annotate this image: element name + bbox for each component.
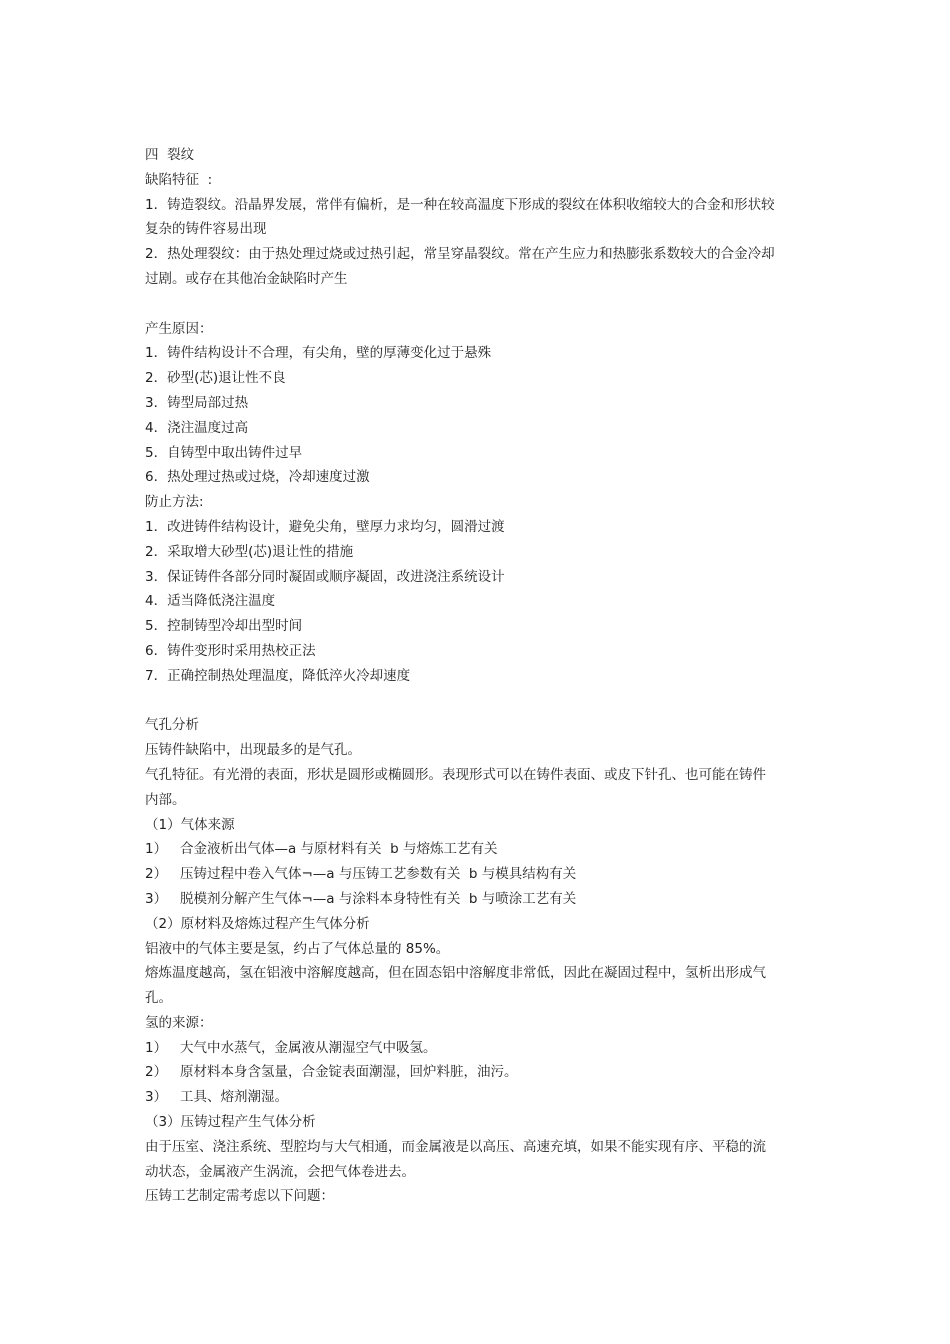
document-body xyxy=(145,143,812,1209)
text-line: 压铸工艺制定需考虑以下问题： xyxy=(145,1188,334,1205)
list-item: 2．砂型(芯)退让性不良 xyxy=(145,370,286,387)
subheading: 防止方法: xyxy=(145,494,204,511)
text-line: 压铸件缺陷中，出现最多的是气孔。 xyxy=(145,742,361,759)
list-item: 1） 合金液析出气体—a 与原材料有关 b 与熔炼工艺有关 xyxy=(145,841,498,858)
blank-line xyxy=(145,292,812,317)
section-heading: 四 裂纹 xyxy=(145,147,195,163)
text-line: 1．铸造裂纹。沿晶界发展，常伴有偏析，是一种在较高温度下形成的裂纹在体积收缩较大的合金和形状较 xyxy=(145,196,775,213)
list-item: 6．铸件变形时采用热校正法 xyxy=(145,642,316,659)
list-item: 3．保证铸件各部分同时凝固或顺序凝固，改进浇注系统设计 xyxy=(145,568,505,585)
list-item: 5．自铸型中取出铸件过早 xyxy=(145,444,303,461)
text-line: 铝液中的气体主要是氢，约占了气体总量的 85%。 xyxy=(145,940,450,957)
text-line: 气孔特征。有光滑的表面，形状是圆形或椭圆形。表现形式可以在铸件表面、或皮下针孔、也可能在铸件 xyxy=(145,766,766,783)
subheading: 氢的来源： xyxy=(145,1014,213,1031)
list-item: 4．浇注温度过高 xyxy=(145,419,249,436)
text-line: 2．热处理裂纹：由于热处理过烧或过热引起，常呈穿晶裂纹。常在产生应力和热膨张系数较大的合金冷却 xyxy=(145,246,775,263)
text-line: 动状态，金属液产生涡流，会把气体卷进去。 xyxy=(145,1163,415,1180)
section-crack xyxy=(145,143,812,292)
list-item: 2） 压铸过程中卷入气体¬—a 与压铸工艺参数有关 b 与模具结构有关 xyxy=(145,866,577,883)
list-item: 1．改进铸件结构设计，避免尖角，壁厚力求均匀，圆滑过渡 xyxy=(145,518,505,535)
section-heading: 气孔分析 xyxy=(145,717,199,734)
subheading: （2）原材料及熔炼过程产生气体分析 xyxy=(145,915,370,932)
subheading: 缺陷特征 : xyxy=(145,171,213,188)
subheading: 产生原因： xyxy=(145,320,213,337)
section-causes-prevention xyxy=(145,317,812,689)
text-line: 复杂的铸件容易出现 xyxy=(145,221,267,238)
text-line: 熔炼温度越高，氢在铝液中溶解度越高，但在固态铝中溶解度非常低，因此在凝固过程中，氢析出形成气 xyxy=(145,965,766,982)
text-line: 过剧。或存在其他冶金缺陷时产生 xyxy=(145,270,348,287)
list-item: 7．正确控制热处理温度，降低淬火冷却速度 xyxy=(145,667,411,684)
list-item: 1．铸件结构设计不合理，有尖角，壁的厚薄变化过于悬殊 xyxy=(145,345,492,362)
text-line: 孔。 xyxy=(145,990,172,1007)
text-line: 内部。 xyxy=(145,791,186,808)
subheading: （3）压铸过程产生气体分析 xyxy=(145,1114,316,1131)
list-item: 2．采取增大砂型(芯)退让性的措施 xyxy=(145,543,354,560)
list-item: 2） 原材料本身含氢量，合金锭表面潮湿，回炉料脏，油污。 xyxy=(145,1064,518,1081)
subheading: （1）气体来源 xyxy=(145,816,235,833)
list-item: 6．热处理过热或过烧，冷却速度过激 xyxy=(145,469,370,486)
list-item: 3．铸型局部过热 xyxy=(145,394,249,411)
list-item: 1） 大气中水蒸气，金属液从潮湿空气中吸氢。 xyxy=(145,1039,437,1056)
blank-line xyxy=(145,689,812,714)
list-item: 3） 脱模剂分解产生气体¬—a 与涂料本身特性有关 b 与喷涂工艺有关 xyxy=(145,890,577,907)
list-item: 5．控制铸型冷却出型时间 xyxy=(145,618,303,635)
list-item: 3） 工具、熔剂潮湿。 xyxy=(145,1089,288,1106)
text-line: 由于压室、浇注系统、型腔均与大气相通，而金属液是以高压、高速充填，如果不能实现有序、平稳的流 xyxy=(145,1138,766,1155)
section-porosity xyxy=(145,713,812,1209)
list-item: 4．适当降低浇注温度 xyxy=(145,593,276,610)
